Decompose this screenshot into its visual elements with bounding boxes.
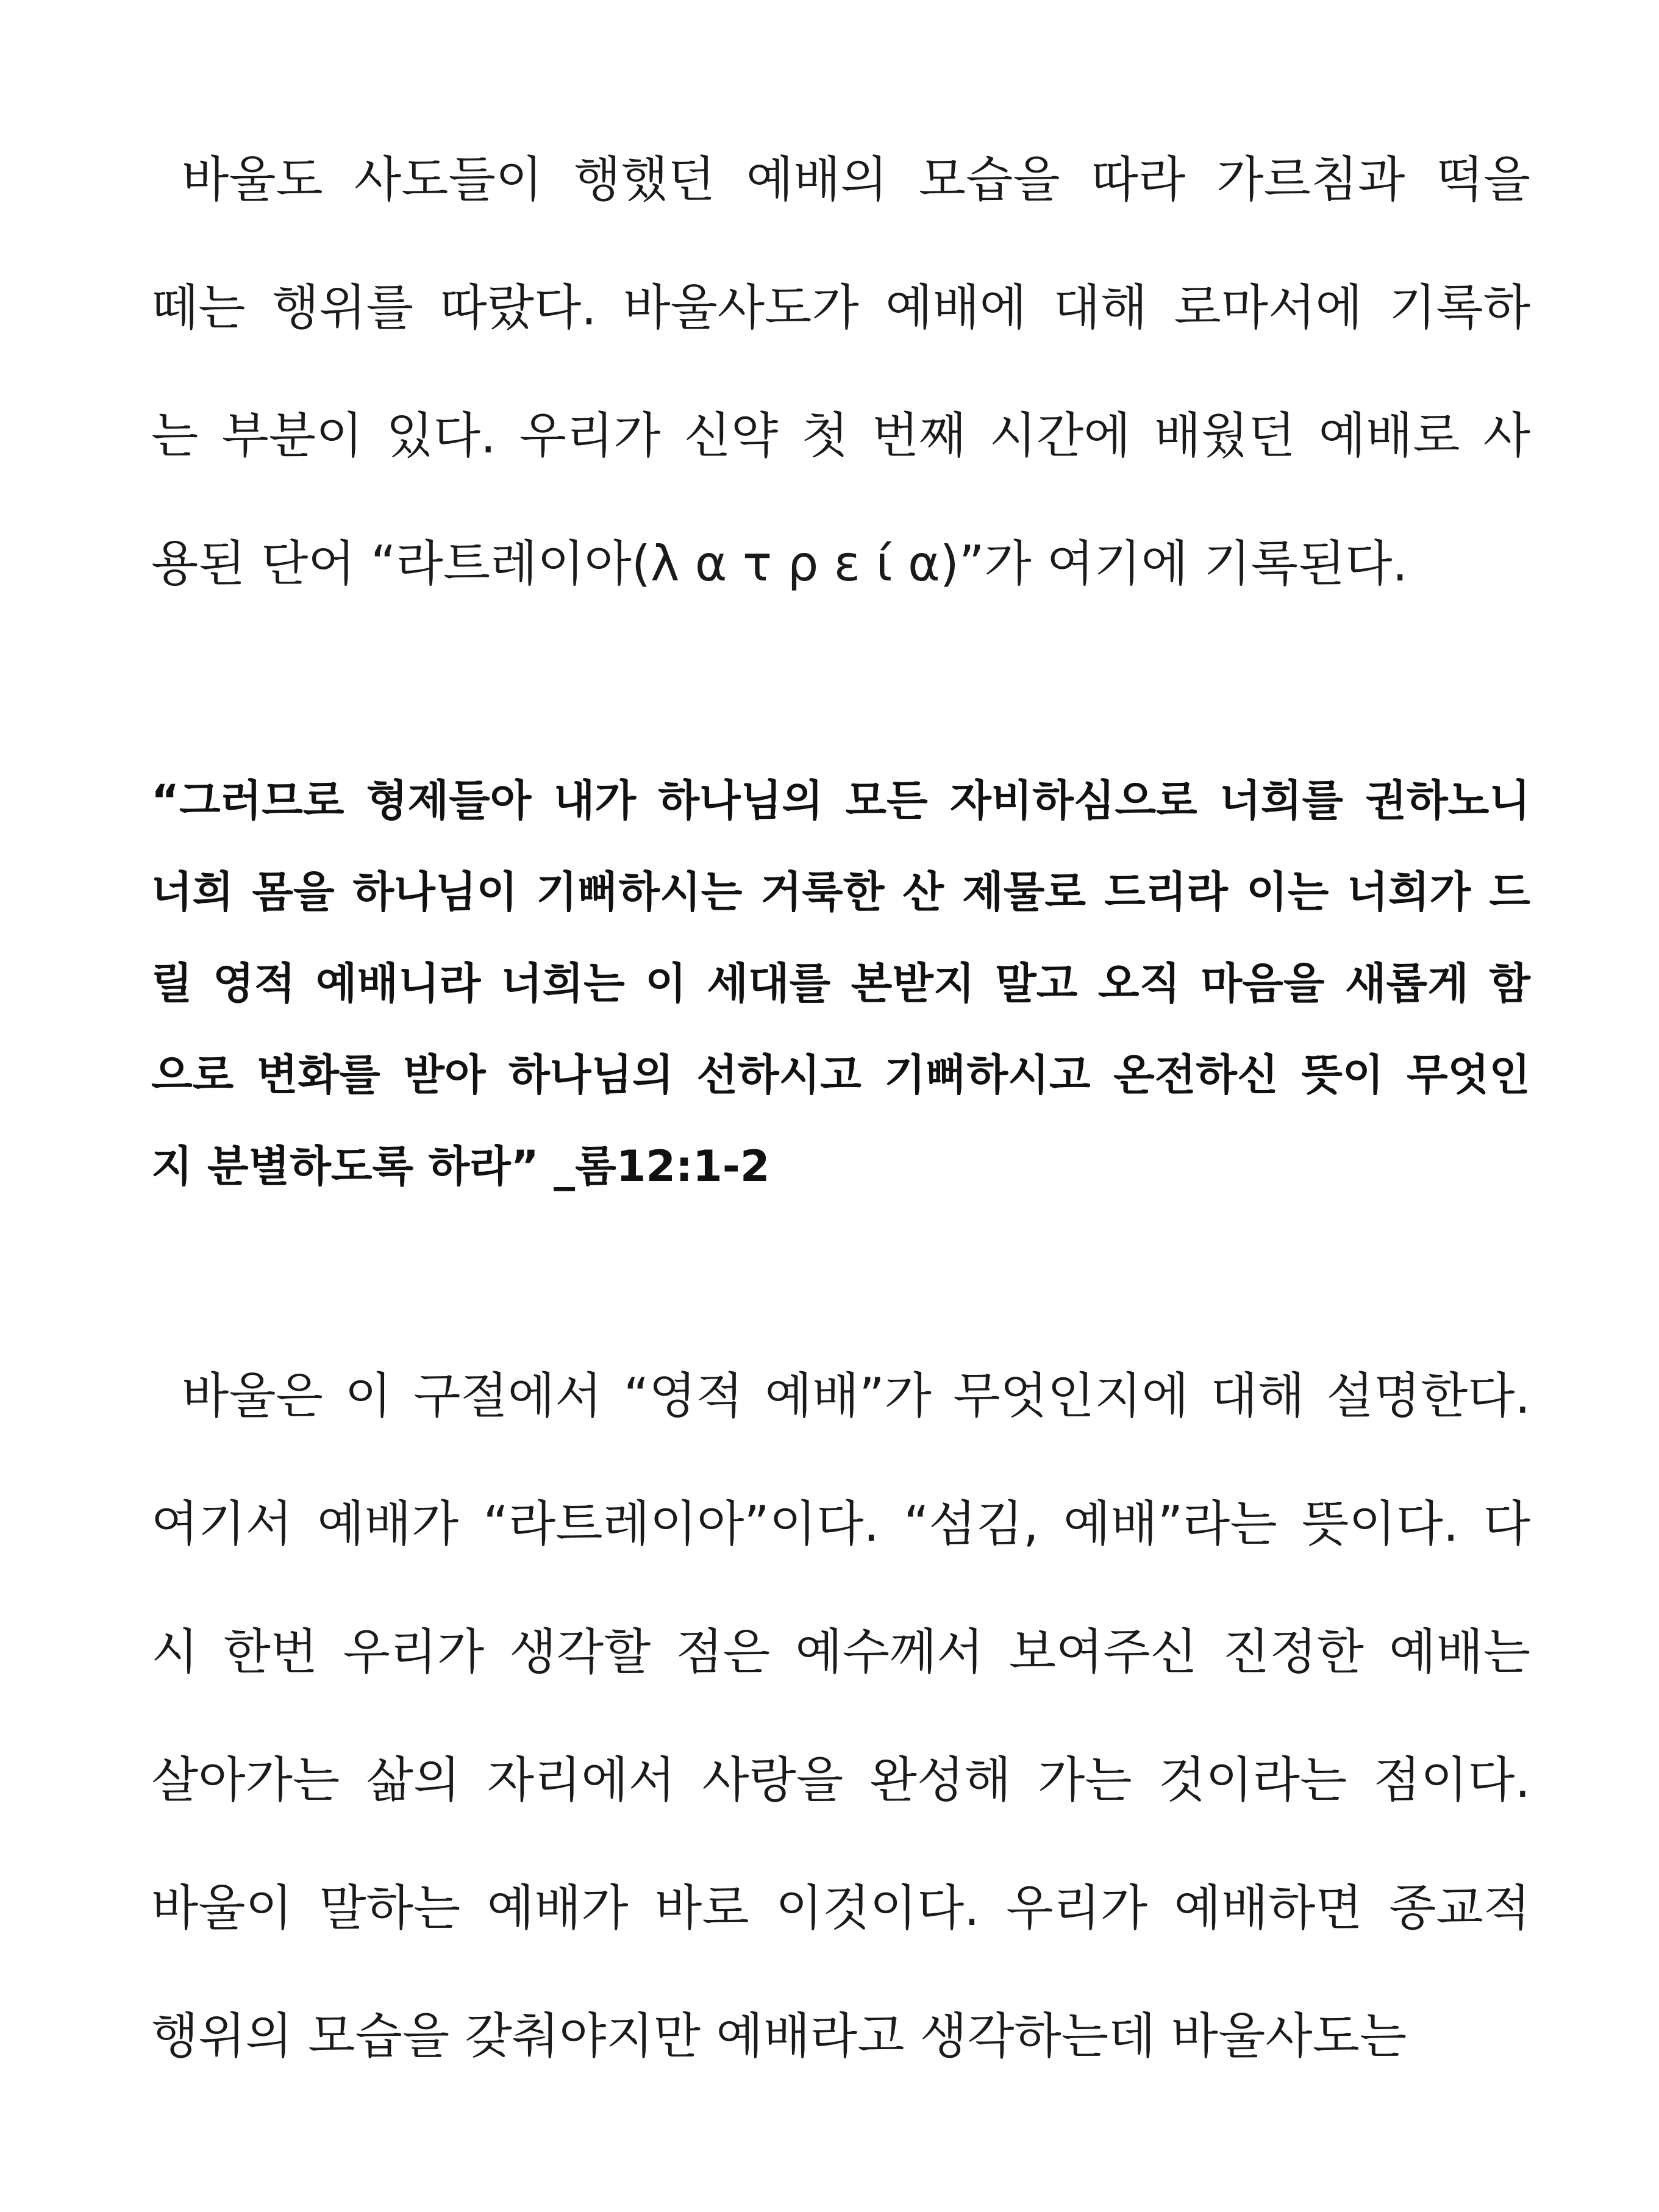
quote-line: 으로 변화를 받아 하나님의 선하시고 기뻐하시고 온전하신 뜻이 무엇인 — [151, 1050, 1530, 1100]
paragraph-2-line: 여기서 예배가 “라트레이아”이다. “섬김, 예배”라는 뜻이다. 다 — [151, 1496, 1530, 1552]
quote-line: 릴 영적 예배니라 너희는 이 세대를 본받지 말고 오직 마음을 새롭게 함 — [151, 958, 1530, 1008]
paragraph-2-line: 행위의 모습을 갖춰야지만 예배라고 생각하는데 바울사도는 — [151, 2008, 1407, 2064]
paragraph-2-line: 시 한번 우리가 생각할 점은 예수께서 보여주신 진정한 예배는 — [151, 1624, 1530, 1680]
paragraph-1-line: 는 부분이 있다. 우리가 신약 첫 번째 시간에 배웠던 예배로 사 — [151, 407, 1530, 464]
quote-line: “그러므로 형제들아 내가 하나님의 모든 자비하심으로 너희를 권하노니 — [151, 776, 1530, 826]
quote-line: 지 분별하도록 하라” _롬12:1-2 — [151, 1141, 770, 1191]
quote-line: 너희 몸을 하나님이 기뻐하시는 거룩한 산 제물로 드리라 이는 너희가 드 — [151, 867, 1530, 917]
paragraph-2-line: 바울이 말하는 예배가 바로 이것이다. 우리가 예배하면 종교적 — [151, 1880, 1530, 1936]
paragraph-1-line: 용된 단어 “라트레이아(λ α τ ρ ε ί α)”가 여기에 기록된다. — [151, 535, 1408, 592]
paragraph-2-line: 바울은 이 구절에서 “영적 예배”가 무엇인지에 대해 설명한다. — [182, 1368, 1530, 1424]
document-page — [151, 0, 1530, 2212]
paragraph-1-line: 떼는 행위를 따랐다. 바울사도가 예배에 대해 로마서에 기록하 — [151, 279, 1530, 336]
paragraph-1-line: 바울도 사도들이 행했던 예배의 모습을 따라 가르침과 떡을 — [182, 151, 1530, 208]
paragraph-2-line: 살아가는 삶의 자리에서 사랑을 완성해 가는 것이라는 점이다. — [151, 1752, 1530, 1808]
